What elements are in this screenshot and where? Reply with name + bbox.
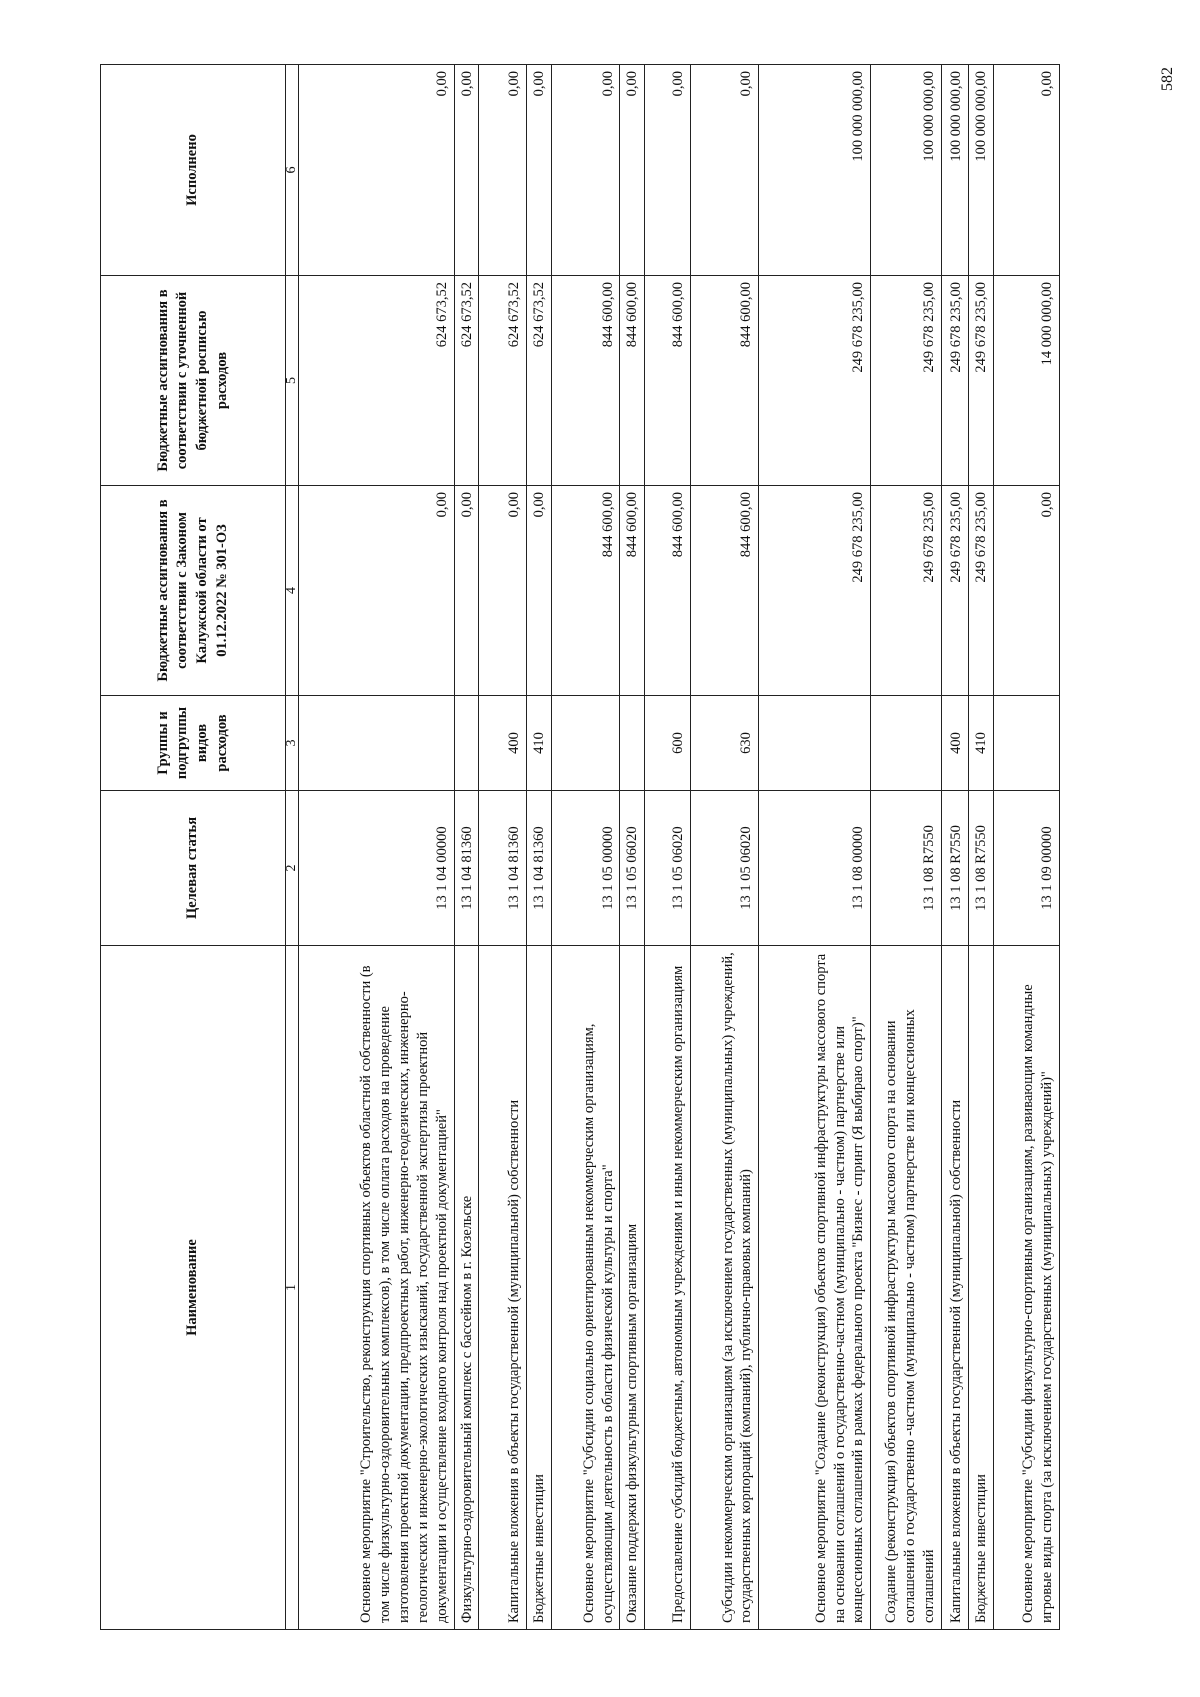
row-name: Основное мероприятие "Субсидии социально ориентированным некоммерческим организациям, осуществляющим деятельность в области физической культуры и спорта" (551, 946, 619, 1630)
table-row (527, 65, 552, 1630)
row-refined: 624 673,52 (527, 276, 552, 486)
page-number: 582 (1159, 67, 1176, 91)
row-target: 13 1 05 06020 (690, 791, 758, 946)
row-target: 13 1 04 81360 (479, 791, 527, 946)
row-refined: 844 600,00 (645, 276, 691, 486)
row-refined: 844 600,00 (551, 276, 619, 486)
column-number: 1 (286, 946, 299, 1630)
row-refined: 844 600,00 (620, 276, 645, 486)
header-target: Целевая статья (101, 791, 286, 946)
row-target: 13 1 04 81360 (454, 791, 479, 946)
row-group: 600 (645, 696, 691, 791)
row-group: 630 (690, 696, 758, 791)
column-number: 5 (286, 276, 299, 486)
table-row (551, 65, 619, 1630)
table-row (759, 65, 871, 1630)
table-row (645, 65, 691, 1630)
row-target: 13 1 09 00000 (993, 791, 1059, 946)
row-executed: 0,00 (551, 65, 619, 276)
table-row (479, 65, 527, 1630)
row-refined: 14 000 000,00 (993, 276, 1059, 486)
column-number: 4 (286, 486, 299, 696)
row-name: Бюджетные инвестиции (968, 946, 993, 1630)
row-executed: 100 000 000,00 (941, 65, 968, 276)
column-number: 3 (286, 696, 299, 791)
table-row (871, 65, 942, 1630)
row-name: Физкультурно-оздоровительный комплекс с бассейном в г. Козельске (454, 946, 479, 1630)
row-group: 400 (941, 696, 968, 791)
row-name: Основное мероприятие "Строительство, реконструкция спортивных объектов областной собственности (в том числе физкультурно-оздоровительных комплексов), в том числе оплата расходов на проведение изготовления проектной документации, предпроектных работ, инженерно-геодезических, инженерно-геологических и инженерно-экологических изысканий, государственной экспертизы проектной документации и осуществление входного контроля над проектной документацией" (299, 946, 455, 1630)
row-executed: 0,00 (454, 65, 479, 276)
row-group (454, 696, 479, 791)
row-target: 13 1 04 81360 (527, 791, 552, 946)
row-name: Создание (реконструкция) объектов спортивной инфраструктуры массового спорта на основании соглашений о государственно -частном (муниципально - частном) партнерстве или концессионных соглашений (871, 946, 942, 1630)
row-group (993, 696, 1059, 791)
row-law: 249 678 235,00 (759, 486, 871, 696)
row-refined: 844 600,00 (690, 276, 758, 486)
row-executed: 0,00 (690, 65, 758, 276)
row-name: Предоставление субсидий бюджетным, автономным учреждениям и иным некоммерческим организациям (645, 946, 691, 1630)
row-name: Бюджетные инвестиции (527, 946, 552, 1630)
row-law: 0,00 (299, 486, 455, 696)
table-row (454, 65, 479, 1630)
row-group (551, 696, 619, 791)
row-law: 844 600,00 (620, 486, 645, 696)
header-refined: Бюджетные ассигнования в соответствии с уточненной бюджетной росписью расходов (101, 276, 286, 486)
row-group (871, 696, 942, 791)
row-name: Субсидии некоммерческим организациям (за исключением государственных (муниципальных) учреждений, государственных корпораций (компаний), публично-правовых компаний) (690, 946, 758, 1630)
row-executed: 100 000 000,00 (871, 65, 942, 276)
row-target: 13 1 08 00000 (759, 791, 871, 946)
row-law: 249 678 235,00 (871, 486, 942, 696)
row-refined: 624 673,52 (454, 276, 479, 486)
table-row (620, 65, 645, 1630)
row-executed: 0,00 (479, 65, 527, 276)
row-law: 249 678 235,00 (941, 486, 968, 696)
table-row (299, 65, 455, 1630)
row-law: 249 678 235,00 (968, 486, 993, 696)
row-law: 844 600,00 (551, 486, 619, 696)
row-group: 410 (527, 696, 552, 791)
row-name: Основное мероприятие "Создание (реконструкция) объектов спортивной инфраструктуры массового спорта на основании соглашений о государственно-частном (муниципально - частном) партнерстве или концессионных соглашений в рамках федерального проекта "Бизнес - спринт (Я выбираю спорт)" (759, 946, 871, 1630)
header-row (101, 65, 286, 1630)
row-law: 0,00 (527, 486, 552, 696)
column-number: 2 (286, 791, 299, 946)
row-target: 13 1 08 R7550 (871, 791, 942, 946)
table-row (690, 65, 758, 1630)
row-executed: 0,00 (527, 65, 552, 276)
row-law: 0,00 (993, 486, 1059, 696)
row-name: Капитальные вложения в объекты государственной (муниципальной) собственности (479, 946, 527, 1630)
row-executed: 0,00 (993, 65, 1059, 276)
row-executed: 100 000 000,00 (968, 65, 993, 276)
row-executed: 0,00 (620, 65, 645, 276)
row-law: 844 600,00 (645, 486, 691, 696)
row-target: 13 1 08 R7550 (968, 791, 993, 946)
row-refined: 249 678 235,00 (968, 276, 993, 486)
header-law: Бюджетные ассигнования в соответствии с Законом Калужской области от 01.12.2022 № 301-ОЗ (101, 486, 286, 696)
row-law: 0,00 (479, 486, 527, 696)
row-target: 13 1 04 00000 (299, 791, 455, 946)
row-executed: 0,00 (645, 65, 691, 276)
row-law: 844 600,00 (690, 486, 758, 696)
row-target: 13 1 05 00000 (551, 791, 619, 946)
row-group (299, 696, 455, 791)
header-groups: Группы и подгруппы видов расходов (101, 696, 286, 791)
header-executed: Исполнено (101, 65, 286, 276)
row-target: 13 1 05 06020 (645, 791, 691, 946)
row-refined: 249 678 235,00 (941, 276, 968, 486)
row-group: 410 (968, 696, 993, 791)
row-name: Капитальные вложения в объекты государственной (муниципальной) собственности (941, 946, 968, 1630)
row-refined: 624 673,52 (479, 276, 527, 486)
row-name: Оказание поддержки физкультурным спортивным организациям (620, 946, 645, 1630)
row-refined: 249 678 235,00 (759, 276, 871, 486)
row-name: Основное мероприятие "Субсидии физкультурно-спортивным организациям, развивающим командные игровые виды спорта (за исключением государственных (муниципальных) учреждений)" (993, 946, 1059, 1630)
row-group (620, 696, 645, 791)
column-number-row (286, 65, 299, 1630)
row-law: 0,00 (454, 486, 479, 696)
row-group: 400 (479, 696, 527, 791)
column-number: 6 (286, 65, 299, 276)
row-refined: 624 673,52 (299, 276, 455, 486)
row-executed: 0,00 (299, 65, 455, 276)
row-executed: 100 000 000,00 (759, 65, 871, 276)
row-target: 13 1 08 R7550 (941, 791, 968, 946)
header-name: Наименование (101, 946, 286, 1630)
rotated-page (100, 65, 1060, 1630)
table-row (941, 65, 968, 1630)
table-row (993, 65, 1059, 1630)
budget-table (100, 64, 1060, 1630)
row-target: 13 1 05 06020 (620, 791, 645, 946)
row-refined: 249 678 235,00 (871, 276, 942, 486)
table-row (968, 65, 993, 1630)
row-group (759, 696, 871, 791)
